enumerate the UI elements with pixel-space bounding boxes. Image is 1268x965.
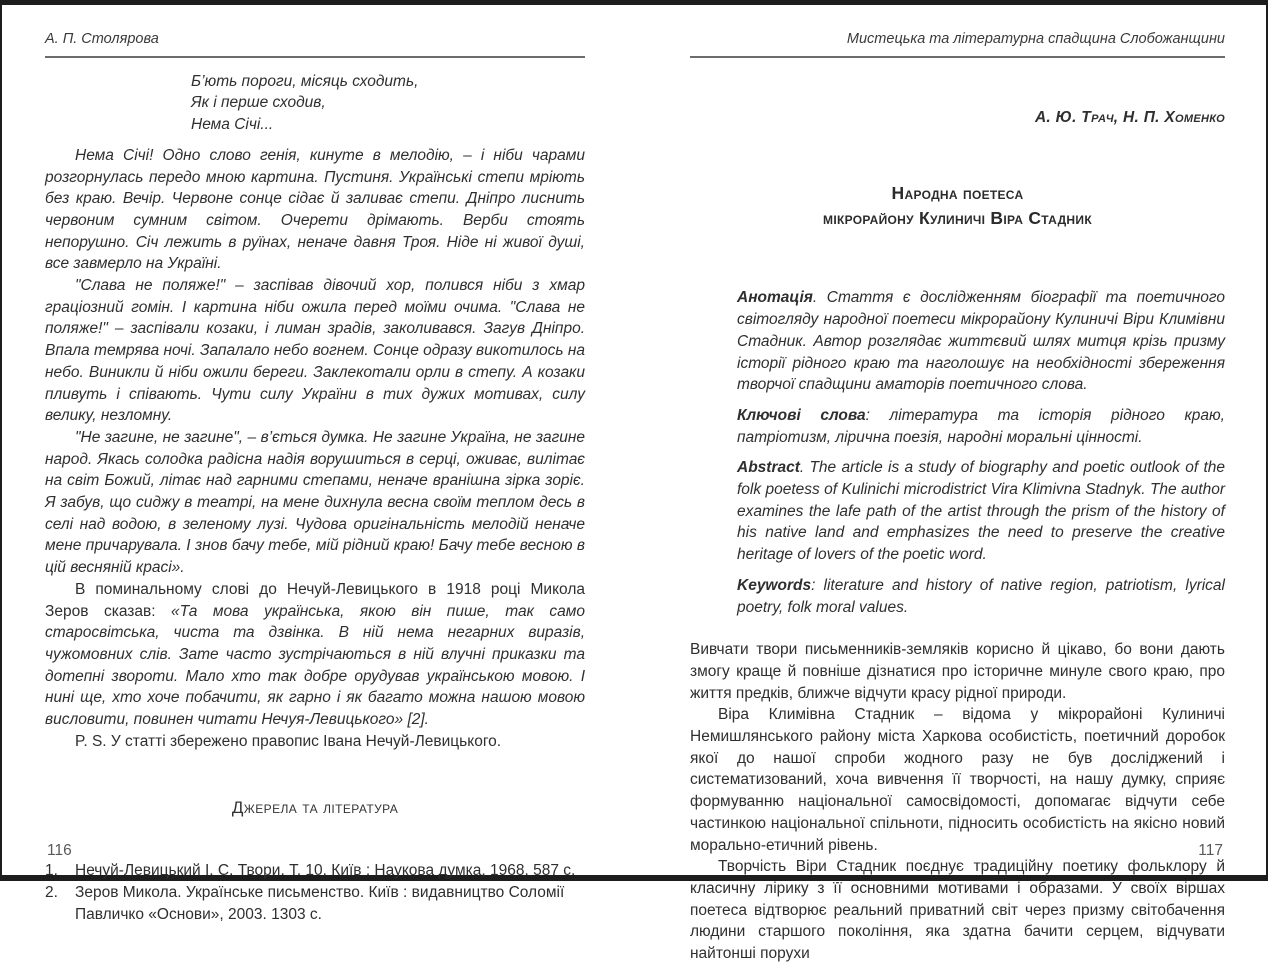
keywords-en-label: Keywords xyxy=(737,576,812,594)
article-authors: А. Ю. Трач, Н. П. Хоменко xyxy=(1034,108,1225,126)
abstract-en xyxy=(737,457,1225,566)
page-right xyxy=(690,29,1225,965)
abstract-en-label: Abstract xyxy=(737,459,800,477)
zerov-intro-text: В поминальному слові до Нечуй-Левицького в 1918 році Микола Зеров сказав: xyxy=(45,580,585,620)
reference-number: 2. xyxy=(45,883,58,901)
reference-text: Зеров Микола. Українське письменство. Київ : видавництво Соломії Павличко «Основи», 2003. 1303 с. xyxy=(75,883,565,923)
body-paragraph: Віра Климівна Стадник – відома у мікрорайоні Кулиничі Немишлянського району міста Харкова особистість, поетичний доробок якої до нашої спроби жодного разу не був досліджений і систематизований, хоча вивчення її творчості, на нашу думку, сприяє формуванню національної самосвідомості, допомагає відчути себе частинкою національної спільноти, підносить особистість на якісно новий морально-етичний рівень. xyxy=(690,706,1225,854)
article-title xyxy=(690,181,1225,231)
abstract-en-text: . The article is a study of biography and poetic outlook of the folk poetess of Kulinichi microdistrict Vira Klimivna Stadnyk. The author examines the lafe path of the artist through the prism of the history of his native land and emphasizes the need to preserve the creative heritage of lovers of the poetic word. xyxy=(737,459,1225,564)
references-list xyxy=(45,860,585,925)
keywords-en-text: : literature and history of native region, patriotism, lyrical poetry, folk moral values. xyxy=(737,576,1225,616)
quote-paragraph: "Слава не поляже!" – заспівав дівочий хор, полився ніби з хмар граціозний гомін. І картина ніби ожила перед моїми очима. "Слава не поляже!" – заспівали козаки, і лиман зрадів, заколивався. Загув Дніпро. Впала темрява ночі. Запалало небо вогнем. Сонце одразу викотилось на небо. Виникли й ніби ожили береги. Заклекотали орли в степу. А козаки пливуть і співають. Чути силу України в тих дужих мотивах, силу велику, незломну. xyxy=(45,277,585,425)
verse-line: Б’ють пороги, місяць сходить, xyxy=(191,72,419,90)
annotation-ua-label: Анотація xyxy=(737,289,813,307)
verse-line: Як і перше сходив, xyxy=(191,94,326,112)
left-page-body xyxy=(45,145,585,753)
reference-item xyxy=(45,882,585,925)
annotation-ua xyxy=(737,287,1225,396)
keywords-ua-text: : література та історія рідного краю, патріотизм, лірична поезія, народні моральні цінності. xyxy=(737,406,1225,446)
body-paragraph: Вивчати твори письменників-земляків корисно й цікаво, бо вони дають змогу краще й повніше дізнатися про історичне минуле свого краю, про життя предків, ближче відчути красу рідної природи. xyxy=(690,641,1225,702)
zerov-quote-text: «Та мова українська, якою він пише, так само старосвітська, чиста та дзвінка. В ній нема негарних виразів, чужомовних слів. Зате часто зустрічаються в ній влучні приказки та дотепні звороти. Мало хто так добре орудував українською мовою. І нині ще, хто хоче побачити, як гарно і як багато можна нашою мовою висловити, повинен читати Нечуя-Левицького» [2]. xyxy=(45,602,585,729)
right-page-body xyxy=(690,639,1225,965)
keywords-en xyxy=(737,575,1225,618)
article-title-line: Народна поетеса xyxy=(891,183,1024,204)
ps-note: P. S. У статті збережено правопис Івана Нечуй-Левицького. xyxy=(75,732,502,750)
keywords-ua-label: Ключові слова xyxy=(737,406,866,424)
body-paragraph: Творчість Віри Стадник поєднує традиційну поетику фольклору й класичну лірику з її основними мотивами і образами. У своїх віршах поетеса відтворює реальний приватний світ через призму світобачення людини старшого покоління, яка здатна бачити серцем, відчувати найтонші порухи xyxy=(690,858,1225,963)
verse-epigraph xyxy=(191,71,585,136)
page-number-left: 116 xyxy=(47,842,72,859)
reference-text: Нечуй-Левицький І. С. Твори. Т. 10. Київ : Наукова думка, 1968. 587 с. xyxy=(75,862,576,880)
article-title-line: мікрорайону Кулиничі Віра Стадник xyxy=(823,208,1092,229)
running-head-left: А. П. Столярова xyxy=(45,29,585,58)
annotation-block xyxy=(737,287,1225,618)
keywords-ua xyxy=(737,405,1225,448)
quote-paragraph: Нема Січі! Одно слово генія, кинуте в мелодію, – і ніби чарами розгорнулась передо мною картина. Пустиня. Українські степи мріють без краю. Вечір. Червоне сонце сідає й заливає степи. Дніпро лиснить червоним сумним світом. Очерети дрімають. Верби стоять непорушно. Січ лежить в руїнах, неначе давня Троя. Ніде ні живої душі, все завмерло на Україні. xyxy=(45,146,585,273)
reference-item xyxy=(45,860,585,882)
quote-paragraph: "Не загине, не загине", – в’ється думка. Не загине Україна, не загине народ. Якась солодка радісна надія ворушиться в серці, оживає, вилітає на світ Божий, літає над гарними степами, неначе вранішна зірка зоріє. Я забув, що сиджу в театрі, на мене дихнула весна своїм теплом десь в селі над водою, в зеленому лузі. Чудова оригінальність мелодій неначе мене причарувала. І знов бачу тебе, мій рідний краю! Бачу тебе весною в цій весняній красі». xyxy=(45,428,585,577)
annotation-ua-text: . Стаття є дослідженням біографії та поетичного світогляду народної поетеси мікрорайону Кулиничі Віри Климівни Стадник. Автор розглядає життєвий шлях митця крізь призму історії рідного краю та наголошує на необхідності збереження творчої спадщини аматорів поетичного слова. xyxy=(737,289,1225,394)
zerov-paragraph xyxy=(45,579,585,731)
verse-line: Нема Січі... xyxy=(191,116,274,134)
reference-number: 1. xyxy=(45,862,58,880)
page-number-right: 117 xyxy=(1198,842,1223,859)
running-head-right: Мистецька та літературна спадщина Слобожанщини xyxy=(690,29,1225,58)
page-left xyxy=(45,29,585,925)
references-heading: Джерела та література xyxy=(231,797,399,817)
